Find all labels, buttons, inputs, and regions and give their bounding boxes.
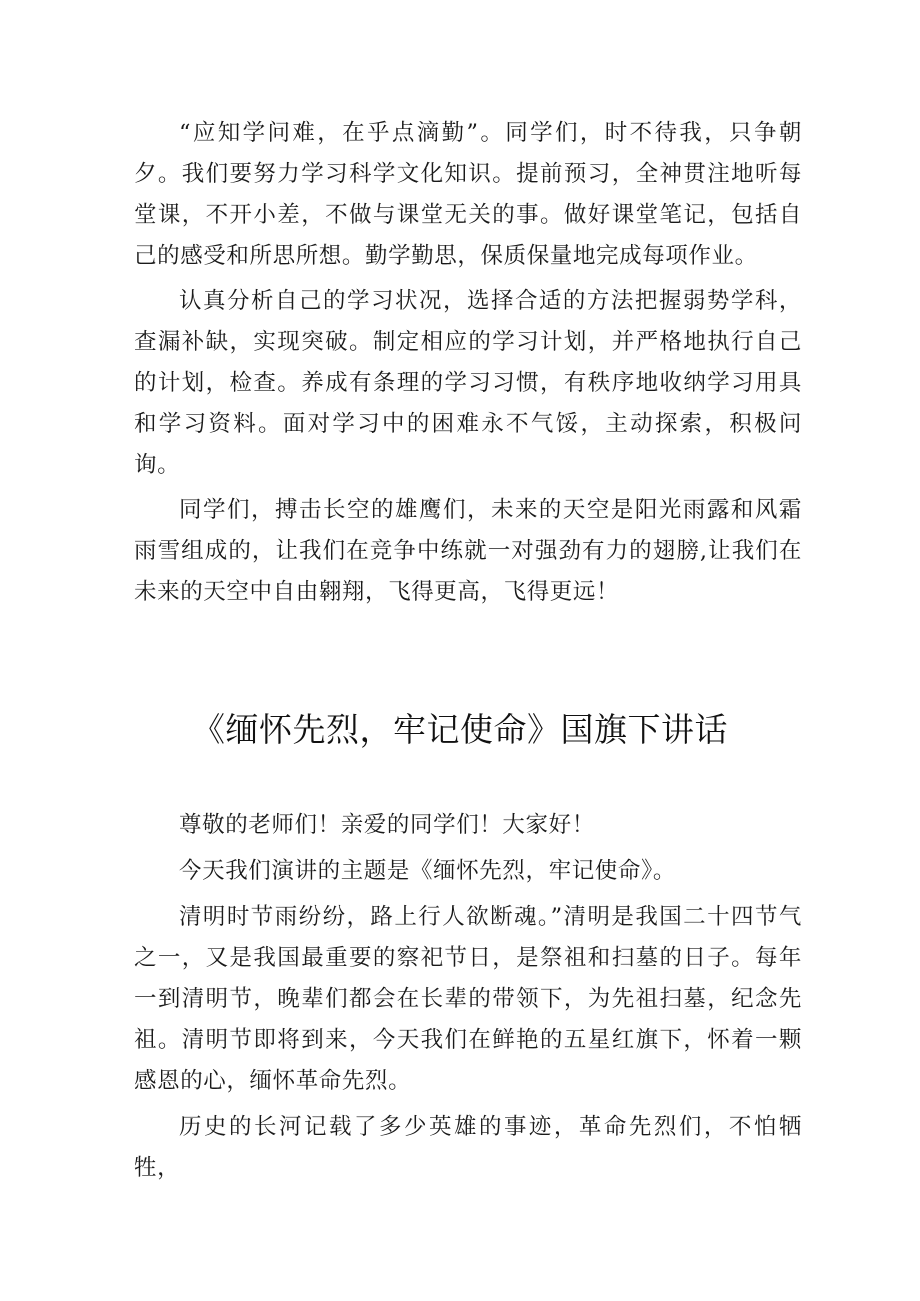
speech-body [134,805,802,1189]
paragraph: 历史的长河记载了多少英雄的事迹，革命先烈们，不怕牺牲， [134,1114,802,1181]
paragraph: 同学们，搏击长空的雄鹰们，未来的天空是阳光雨露和风霜雨雪组成的，让我们在竞争中练就一对强劲有力的翅膀,让我们在未来的天空中自由翱翔，飞得更高，飞得更远！ [134,497,802,605]
greeting: 尊敬的老师们！亲爱的同学们！大家好！ [179,812,595,838]
paragraph: 认真分析自己的学习状况，选择合适的方法把握弱势学科，查漏补缺，实现突破。制定相应的学习计划，并严格地执行自己的计划，检查。养成有条理的学习习惯，有秩序地收纳学习用具和学习资料。面对学习中的困难永不气馁，主动探索，积极问询。 [134,288,802,478]
speech-title: 《缅怀先烈，牢记使命》国旗下讲话 [192,710,728,749]
paragraph: 今天我们演讲的主题是《缅怀先烈，牢记使命》。 [179,858,676,884]
paragraph: 清明时节雨纷纷，路上行人欲断魂。”清明是我国二十四节气之一，又是我国最重要的察祀节日，是祭祖和扫墓的日子。每年一到清明节，晚辈们都会在长辈的带领下，为先祖扫墓，纪念先祖。清明节即将到来，今天我们在鲜艳的五星红旗下，怀着一颗感恩的心，缅怀革命先烈。 [134,904,802,1094]
previous-speech-body [134,113,802,613]
paragraph: “应知学问难，在乎点滴勤”。同学们，时不待我，只争朝夕。我们要努力学习科学文化知识。提前预习，全神贯注地听每堂课，不开小差，不做与课堂无关的事。做好课堂笔记，包括自己的感受和所思所想。勤学勤思，保质保量地完成每项作业。 [134,120,802,269]
